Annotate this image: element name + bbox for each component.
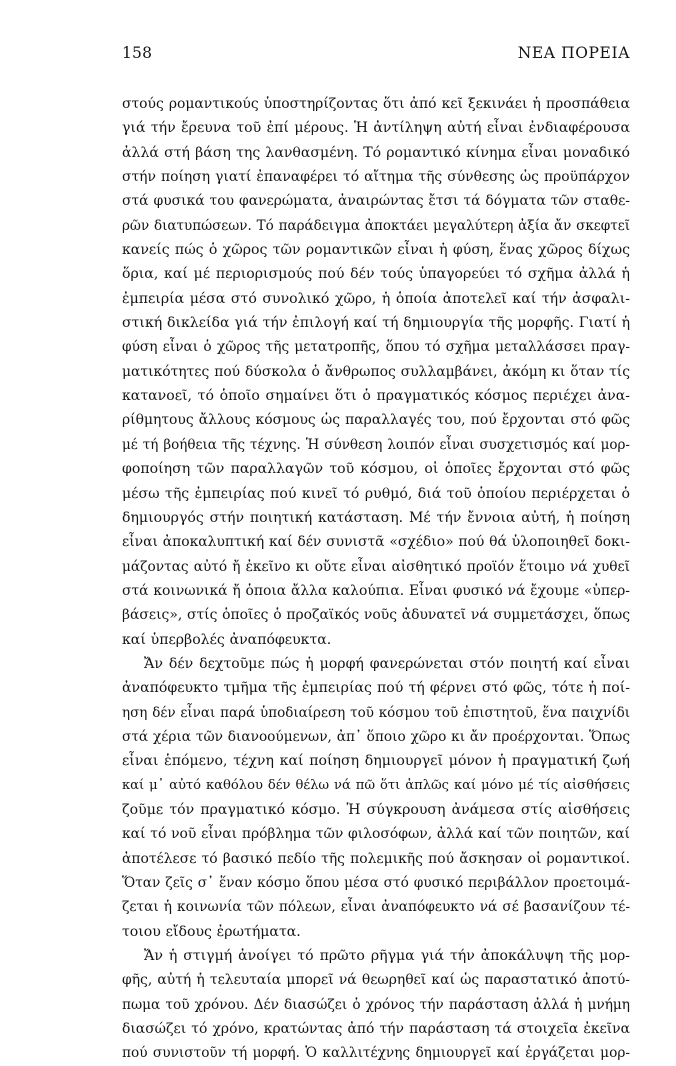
- text-line: δημιουργός στήν ποιητική κατάσταση. Μέ τήν ἔννοια αὐτή, ἡ ποίηση: [122, 509, 630, 526]
- paragraph-start-line: Ἄν δέν δεχτοῦμε πώς ἡ μορφή φανερώνεται στόν ποιητή καί εἶναι: [144, 655, 630, 672]
- paragraph-start-line: Ἄν ἡ στιγμή ἀνοίγει τό πρῶτο ρῆγμα γιά τήν ἀποκάλυψη τῆς μορ-: [144, 948, 630, 965]
- text-line: φύση εἶναι ὁ χῶρος τῆς μετατροπῆς, ὅπου τό σχῆμα μεταλλάσσει πραγ-: [122, 339, 630, 356]
- text-line: ηση δέν εἶναι παρά ὑποδιαίρεση τοῦ κόσμου τοῦ ἐπιστητοῦ, ἕνα παιχνίδι: [122, 704, 630, 721]
- text-line: πού συνιστοῦν τή μορφή. Ὁ καλλιτέχνης δημιουργεῖ καί ἐργάζεται μορ-: [122, 1045, 630, 1062]
- text-line: ζεται ἡ κοινωνία τῶν πόλεων, εἶναι ἀναπόφευκτο νά σέ βασανίζουν τέ-: [122, 899, 630, 916]
- text-line: μέ τή βοήθεια τῆς τέχνης. Ἡ σύνθεση λοιπόν εἶναι συσχετισμός καί μορ-: [122, 436, 630, 453]
- text-line: Ὅταν ζεῖς σ᾽ ἕναν κόσμο ὅπου μέσα στό φυσικό περιβάλλον προετοιμά-: [122, 875, 630, 891]
- text-line: κατανοεῖ, τό ὁποῖο σημαίνει ὅτι ὁ πραγματικός κόσμος περιέχει ἀνα-: [122, 388, 630, 405]
- text-line: στούς ρομαντικούς ὑποστηρίζοντας ὅτι ἀπό κεῖ ξεκινάει ἡ προσπάθεια: [122, 96, 630, 112]
- text-line: εἶναι ἑπόμενο, τέχνη καί ποίηση δημιουργεῖ μόνον ἡ πραγματική ζωή: [122, 753, 630, 770]
- text-line: στά χέρια τῶν διανοούμενων, ἀπ᾽ ὅποιο χῶρο κι ἄν προέρχονται. Ὅπως: [122, 728, 630, 745]
- paragraph-end-line: καί ὑπερβολές ἀναπόφευκτα.: [122, 631, 332, 648]
- text-line: ἀποτέλεσε τό βασικό πεδίο τῆς πολεμικῆς πού ἄσκησαν οἱ ρομαντικοί.: [122, 850, 630, 867]
- text-line: βάσεις», στίς ὁποῖες ὁ προζαϊκός νοῦς ἀδυνατεῖ νά συμμετάσχει, ὅπως: [122, 607, 630, 624]
- page-number: 158: [122, 44, 153, 62]
- text-line: στά φυσικά του φανερώματα, ἀναιρώντας ἔτσι τά δόγματα τῶν σταθε-: [122, 193, 630, 210]
- text-line: στά κοινωνικά ἤ ὁποια ἄλλα καλούπια. Εἶναι φυσικό νά ἔχουμε «ὑπερ-: [122, 582, 630, 599]
- text-line: ρίθμητους ἄλλους κόσμους ὡς παραλλαγές του, πού ἔρχονται στό φῶς: [122, 412, 630, 429]
- text-line: ὅρια, καί μέ περιορισμούς πού δέν τούς ὑπαγορεύει τό σχῆμα ἀλλά ἡ: [122, 266, 630, 283]
- text-line: ματικότητες πού δύσκολα ὁ ἄνθρωπος συλλαμβάνει, ἀκόμη κι ὅταν τίς: [122, 363, 630, 380]
- text-line: ἐμπειρία μέσα στό συνολικό χῶρο, ἡ ὁποία ἀποτελεῖ καί τήν ἀσφαλι-: [122, 290, 630, 307]
- journal-title: ΝΕΑ ΠΟΡΕΙΑ: [517, 44, 630, 62]
- text-line: μάζοντας αὐτό ἤ ἐκεῖνο κι οὔτε εἶναι αἰσθητικό προϊόν ἕτοιμο νά χυθεῖ: [122, 558, 630, 575]
- text-line: ἀναπόφευκτο τμῆμα τῆς ἐμπειρίας πού τή φέρνει στό φῶς, τότε ἡ ποί-: [122, 680, 630, 697]
- text-line: ζοῦμε τόν πραγματικό κόσμο. Ἡ σύγκρουση ἀνάμεσα στίς αἰσθήσεις: [122, 801, 630, 818]
- paragraph-end-line: τοιου εἴδους ἐρωτήματα.: [122, 923, 301, 940]
- text-line: ἀλλά στή βάση της λανθασμένη. Τό ρομαντικό κίνημα εἶναι μοναδικό: [122, 144, 630, 161]
- body-text: [122, 92, 630, 1066]
- text-line: καί τό νοῦ εἶναι πρόβλημα τῶν φιλοσόφων, ἀλλά καί τῶν ποιητῶν, καί: [122, 826, 630, 843]
- text-line: στήν ποίηση γιατί ἐπαναφέρει τό αἴτημα τῆς σύνθεσης ὡς προϋπάρχον: [122, 169, 630, 186]
- text-line: καί μ᾽ αὐτό καθόλου δέν θέλω νά πῶ ὅτι ἁπλῶς καί μόνο μέ τίς αἰσθήσεις: [122, 777, 630, 793]
- text-line: φῆς, αὐτή ἡ τελευταία μπορεῖ νά θεωρηθεῖ καί ὡς παραστατικό ἀποτύ-: [122, 972, 630, 989]
- running-header: [122, 44, 630, 72]
- text-line: ρῶν διατυπώσεων. Τό παράδειγμα ἀποκτάει μεγαλύτερη ἀξία ἄν σκεφτεῖ: [122, 217, 630, 234]
- text-line: εἶναι ἀποκαλυπτική καί δέν συνιστᾶ «σχέδιο» πού θά ὑλοποιηθεῖ δοκι-: [122, 534, 630, 551]
- text-line: πωμα τοῦ χρόνου. Δέν διασώζει ὁ χρόνος τήν παράσταση ἀλλά ἡ μνήμη: [122, 996, 630, 1013]
- text-line: στική δικλείδα γιά τήν ἐπιλογή καί τή δημιουργία τῆς μορφῆς. Γιατί ἡ: [122, 315, 630, 332]
- text-line: διασώζει τό χρόνο, κρατώντας ἀπό τήν παράσταση τά στοιχεῖα ἐκεῖνα: [122, 1021, 630, 1038]
- text-line: μέσω τῆς ἐμπειρίας πού κινεῖ τό ρυθμό, διά τοῦ ὁποίου περιέρχεται ὁ: [122, 485, 630, 502]
- text-line: κανείς πώς ὁ χῶρος τῶν ρομαντικῶν εἶναι ἡ φύση, ἕνας χῶρος δίχως: [122, 242, 630, 259]
- text-line: φοποίηση τῶν παραλλαγῶν τοῦ κόσμου, οἱ ὁποῖες ἔρχονται στό φῶς: [122, 461, 630, 478]
- text-line: γιά τήν ἔρευνα τοῦ ἐπί μέρους. Ἡ ἀντίληψη αὐτή εἶναι ἐνδιαφέρουσα: [122, 120, 630, 137]
